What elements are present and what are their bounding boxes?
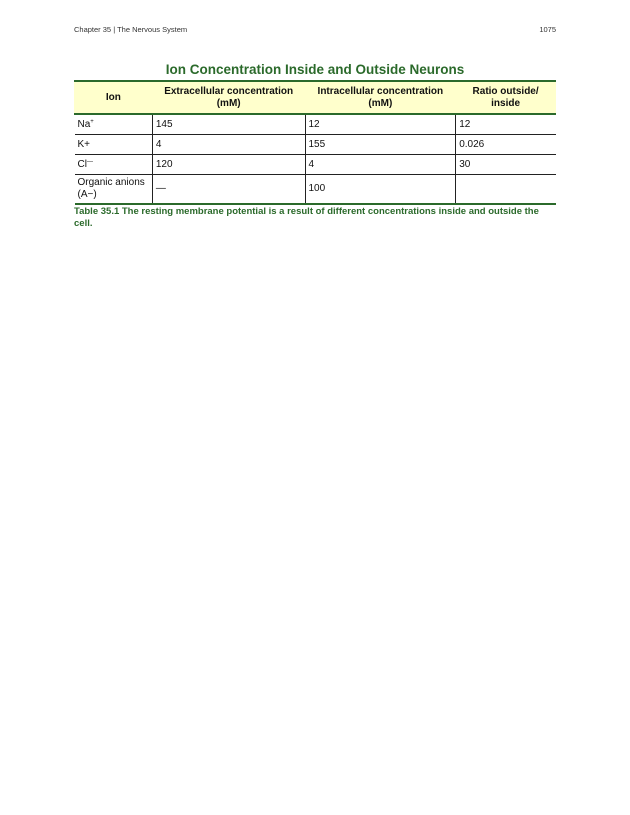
intracellular-cell: 4 (305, 155, 456, 175)
table-caption: Table 35.1 The resting membrane potential is a result of different concentrations inside and outside the cell. (74, 206, 539, 229)
column-header-ratio: Ratio outside/ inside (456, 81, 556, 114)
table-title: Ion Concentration Inside and Outside Neurons (165, 62, 465, 77)
ion-cell (75, 175, 153, 205)
table-row (75, 175, 556, 205)
table-header-row (75, 81, 556, 114)
column-header-extracellular: Extracellular concentration (mM) (152, 81, 305, 114)
extracellular-cell: 120 (152, 155, 305, 175)
ratio-cell (456, 175, 556, 205)
extracellular-cell: 4 (152, 135, 305, 155)
ion-name: Na (77, 118, 91, 130)
table-row (75, 114, 556, 135)
page-number: 1075 (539, 25, 556, 34)
ion-concentration-table (74, 80, 556, 205)
ion-charge: — (86, 158, 93, 165)
table-row (75, 155, 556, 175)
ion-cell (75, 155, 153, 175)
ratio-cell: 12 (456, 114, 556, 135)
intracellular-cell: 12 (305, 114, 456, 135)
column-header-ion: Ion (75, 81, 153, 114)
table-row (75, 135, 556, 155)
ratio-cell: 30 (456, 155, 556, 175)
intracellular-cell: 100 (305, 175, 456, 205)
ion-name: K+ (77, 138, 91, 150)
extracellular-cell: 145 (152, 114, 305, 135)
column-header-intracellular: Intracellular concentration (mM) (305, 81, 456, 114)
ion-cell (75, 114, 153, 135)
running-header (74, 25, 556, 37)
intracellular-cell: 155 (305, 135, 456, 155)
chapter-label: Chapter 35 | The Nervous System (74, 25, 188, 34)
extracellular-cell: — (152, 175, 305, 205)
ion-cell (75, 135, 153, 155)
ratio-cell: 0.026 (456, 135, 556, 155)
ion-name: Organic anions (A−) (77, 177, 145, 200)
ion-charge: + (90, 118, 94, 125)
ion-name: Cl (77, 158, 87, 170)
